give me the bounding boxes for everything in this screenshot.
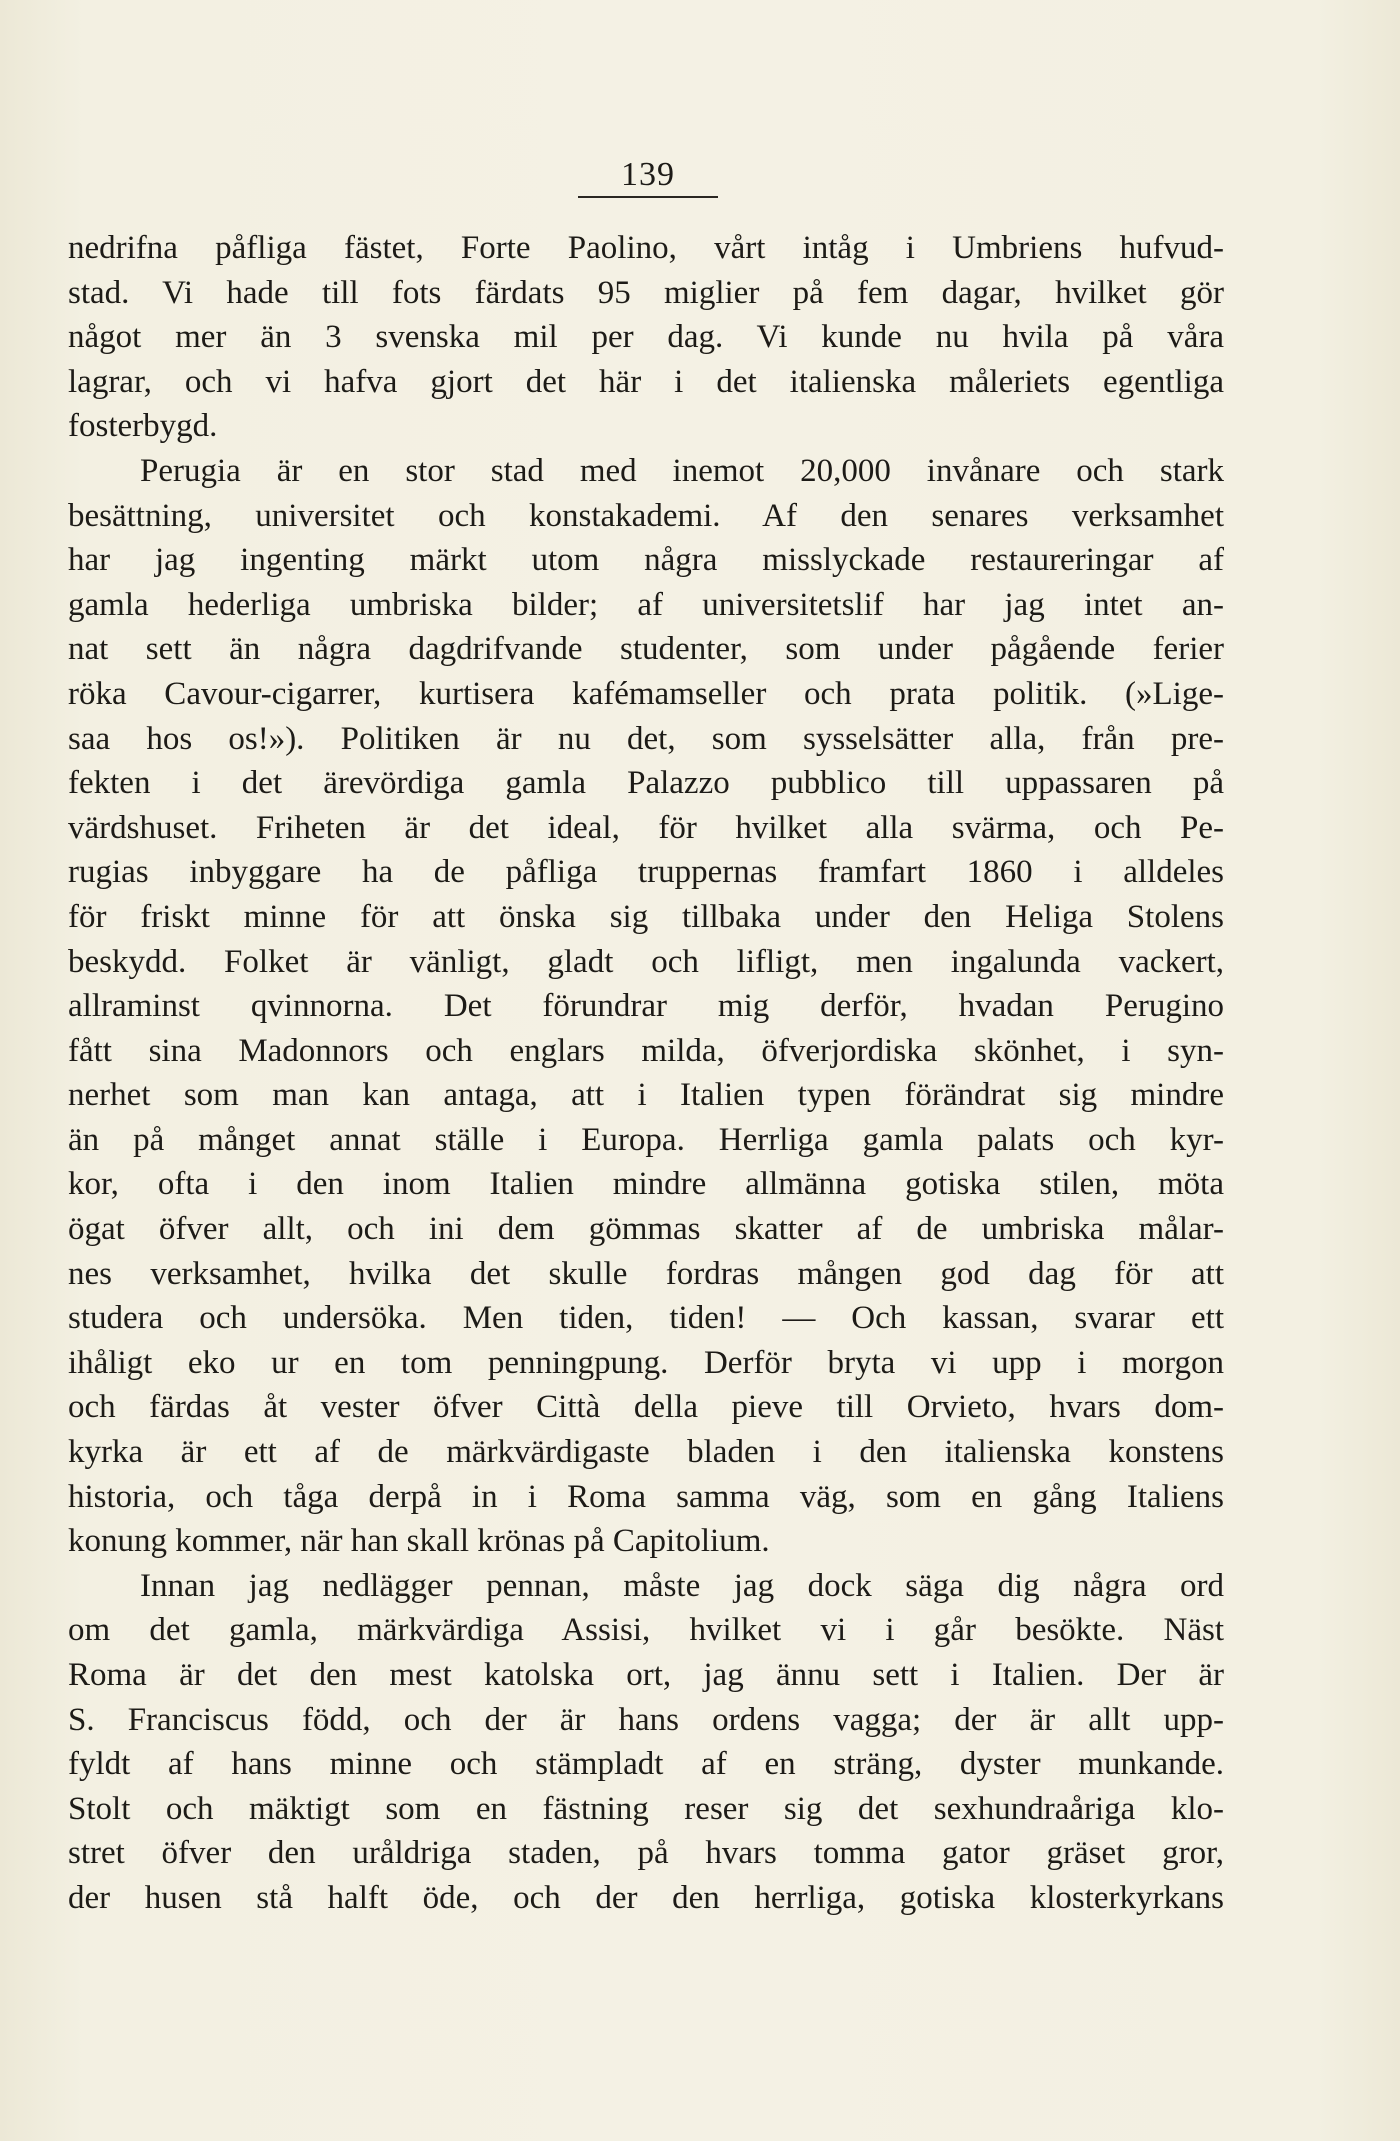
text-line: konung kommer, när han skall krönas på Capitolium.: [68, 1523, 770, 1560]
body-text: [68, 226, 1224, 1921]
text-line: nes verksamhet, hvilka det skulle fordras mången god dag för att: [68, 1255, 1224, 1292]
text-line: Perugia är en stor stad med inemot 20,000 invånare och stark: [140, 452, 1224, 489]
text-line: stret öfver den uråldriga staden, på hvars tomma gator gräset gror,: [68, 1835, 1224, 1872]
text-line: kor, ofta i den inom Italien mindre allmänna gotiska stilen, möta: [68, 1166, 1224, 1203]
text-line: fått sina Madonnors och englars milda, öfverjordiska skönhet, i syn-: [68, 1032, 1224, 1069]
text-line: och färdas åt vester öfver Città della pieve till Orvieto, hvars dom-: [68, 1389, 1224, 1426]
text-line: nerhet som man kan antaga, att i Italien typen förändrat sig mindre: [68, 1077, 1224, 1114]
text-line: lagrar, och vi hafva gjort det här i det italienska måleriets egentliga: [68, 363, 1224, 400]
text-line: historia, och tåga derpå in i Roma samma väg, som en gång Italiens: [68, 1478, 1224, 1515]
text-line: kyrka är ett af de märkvärdigaste bladen i den italienska konstens: [68, 1434, 1224, 1471]
text-line: besättning, universitet och konstakademi. Af den senares verksamhet: [68, 497, 1224, 534]
text-line: har jag ingenting märkt utom några misslyckade restaureringar af: [68, 542, 1224, 579]
text-line: om det gamla, märkvärdiga Assisi, hvilket vi i går besökte. Näst: [68, 1612, 1224, 1649]
text-line: något mer än 3 svenska mil per dag. Vi kunde nu hvila på våra: [68, 319, 1224, 356]
text-line: fosterbygd.: [68, 408, 218, 445]
text-line: S. Franciscus född, och der är hans ordens vagga; der är allt upp-: [68, 1701, 1224, 1738]
text-line: ögat öfver allt, och ini dem gömmas skatter af de umbriska målar-: [68, 1211, 1224, 1248]
text-line: rugias inbyggare ha de påfliga truppernas framfart 1860 i alldeles: [68, 854, 1224, 891]
text-line: stad. Vi hade till fots färdats 95 miglier på fem dagar, hvilket gör: [68, 274, 1224, 311]
text-line: värdshuset. Friheten är det ideal, för hvilket alla svärma, och Pe-: [68, 809, 1224, 846]
text-line: studera och undersöka. Men tiden, tiden! — Och kassan, svarar ett: [68, 1300, 1224, 1337]
text-line: fekten i det ärevördiga gamla Palazzo pubblico till uppassaren på: [68, 765, 1224, 802]
text-line: nat sett än några dagdrifvande studenter, som under pågående ferier: [68, 631, 1224, 668]
text-line: der husen stå halft öde, och der den herrliga, gotiska klosterkyrkans: [68, 1879, 1224, 1916]
text-line: fyldt af hans minne och stämpladt af en sträng, dyster munkande.: [68, 1746, 1224, 1783]
text-line: gamla hederliga umbriska bilder; af universitetslif har jag intet an-: [68, 586, 1224, 623]
text-line: röka Cavour-cigarrer, kurtisera kafémamseller och prata politik. (»Lige-: [68, 675, 1224, 712]
text-line: saa hos os!»). Politiken är nu det, som sysselsätter alla, från pre-: [68, 720, 1224, 757]
page-number: 139: [621, 156, 675, 193]
text-line: Innan jag nedlägger pennan, måste jag dock säga dig några ord: [140, 1567, 1224, 1604]
text-line: för friskt minne för att önska sig tillbaka under den Heliga Stolens: [68, 898, 1224, 935]
text-line: beskydd. Folket är vänligt, gladt och lifligt, men ingalunda vackert,: [68, 943, 1224, 980]
header-rule: [578, 196, 718, 198]
text-line: Stolt och mäktigt som en fästning reser sig det sexhundraåriga klo-: [68, 1790, 1224, 1827]
text-line: nedrifna påfliga fästet, Forte Paolino, vårt intåg i Umbriens hufvud-: [68, 230, 1224, 266]
text-line: Roma är det den mest katolska ort, jag ännu sett i Italien. Der är: [68, 1657, 1224, 1693]
text-line: allraminst qvinnorna. Det förundrar mig derför, hvadan Perugino: [68, 988, 1224, 1025]
text-line: ihåligt eko ur en tom penningpung. Derför bryta vi upp i morgon: [68, 1344, 1224, 1381]
text-line: än på månget annat ställe i Europa. Herrliga gamla palats och kyr-: [68, 1121, 1224, 1158]
